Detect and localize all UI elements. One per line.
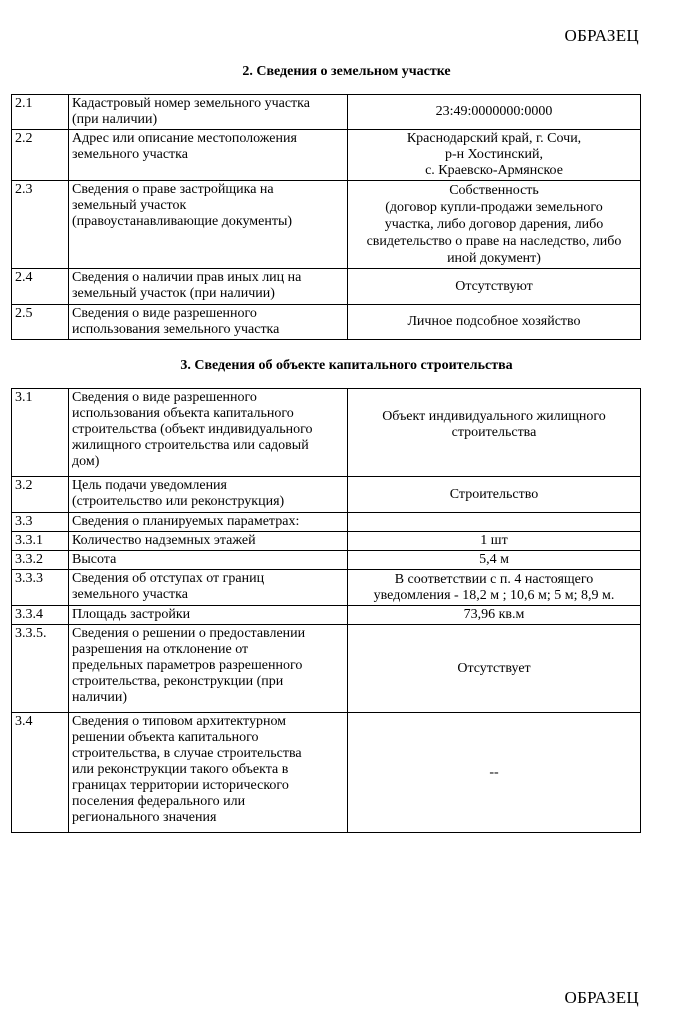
table-row — [12, 130, 641, 181]
row-description: Сведения о виде разрешенного использования объекта капитального строительства (объект индивидуального жилищного строительства или садовый дом) — [69, 389, 348, 477]
row-number: 3.3 — [12, 513, 69, 532]
table-row — [12, 305, 641, 340]
table-row — [12, 389, 641, 477]
row-number: 3.2 — [12, 477, 69, 513]
section-3-title: 3. Сведения об объекте капитального строительства — [180, 358, 513, 373]
row-description: Сведения о планируемых параметрах: — [69, 513, 348, 532]
row-description: Сведения о виде разрешенного использования земельного участка — [69, 305, 348, 340]
row-value: 5,4 м — [348, 551, 641, 570]
row-description: Количество надземных этажей — [69, 532, 348, 551]
row-number: 3.3.2 — [12, 551, 69, 570]
row-number: 2.1 — [12, 95, 69, 130]
row-number: 3.3.3 — [12, 570, 69, 606]
row-number: 2.5 — [12, 305, 69, 340]
row-value: Отсутствует — [348, 625, 641, 713]
table-row — [12, 181, 641, 269]
row-number: 2.2 — [12, 130, 69, 181]
row-value: -- — [348, 713, 641, 833]
table-row — [12, 269, 641, 305]
table-row — [12, 95, 641, 130]
row-number: 3.3.4 — [12, 606, 69, 625]
sample-stamp-bottom: ОБРАЗЕЦ — [564, 988, 639, 1007]
row-value: 73,96 кв.м — [348, 606, 641, 625]
row-description: Высота — [69, 551, 348, 570]
row-description: Сведения об отступах от границ земельного участка — [69, 570, 348, 606]
row-description: Адрес или описание местоположения земельного участка — [69, 130, 348, 181]
row-number: 2.4 — [12, 269, 69, 305]
row-number: 3.3.5. — [12, 625, 69, 713]
row-description: Сведения о праве застройщика на земельный участок (правоустанавливающие документы) — [69, 181, 348, 269]
row-value: Объект индивидуального жилищного строительства — [348, 389, 641, 477]
row-value: 23:49:0000000:0000 — [348, 95, 641, 130]
table-row — [12, 551, 641, 570]
table-row — [12, 606, 641, 625]
row-value: Отсутствуют — [348, 269, 641, 305]
table-row — [12, 513, 641, 532]
row-number: 3.3.1 — [12, 532, 69, 551]
row-value: Собственность (договор купли-продажи земельного участка, либо договор дарения, либо свидетельство о праве на наследство, либо иной документ) — [348, 181, 641, 269]
row-number: 3.1 — [12, 389, 69, 477]
row-value: 1 шт — [348, 532, 641, 551]
row-value: В соответствии с п. 4 настоящего уведомления - 18,2 м ; 10,6 м; 5 м; 8,9 м. — [348, 570, 641, 606]
row-description: Цель подачи уведомления (строительство или реконструкция) — [69, 477, 348, 513]
capital-construction-table — [11, 388, 641, 833]
row-number: 3.4 — [12, 713, 69, 833]
row-value: Краснодарский край, г. Сочи, р-н Хостинский, с. Краевско-Армянское — [348, 130, 641, 181]
row-value — [348, 513, 641, 532]
row-description: Сведения о решении о предоставлении разрешения на отклонение от предельных параметров разрешенного строительства, реконструкции (при наличии) — [69, 625, 348, 713]
section-2-title: 2. Сведения о земельном участке — [242, 64, 451, 79]
row-value: Строительство — [348, 477, 641, 513]
sample-stamp-top: ОБРАЗЕЦ — [564, 26, 639, 45]
table-row — [12, 713, 641, 833]
row-description: Сведения о типовом архитектурном решении объекта капитального строительства, в случае строительства или реконструкции такого объекта в границах территории исторического поселения федерального или регионального значения — [69, 713, 348, 833]
table-row — [12, 477, 641, 513]
table-row — [12, 625, 641, 713]
row-description: Площадь застройки — [69, 606, 348, 625]
row-value: Личное подсобное хозяйство — [348, 305, 641, 340]
row-description: Кадастровый номер земельного участка (при наличии) — [69, 95, 348, 130]
table-row — [12, 532, 641, 551]
land-plot-table — [11, 94, 641, 340]
table-row — [12, 570, 641, 606]
row-description: Сведения о наличии прав иных лиц на земельный участок (при наличии) — [69, 269, 348, 305]
row-number: 2.3 — [12, 181, 69, 269]
